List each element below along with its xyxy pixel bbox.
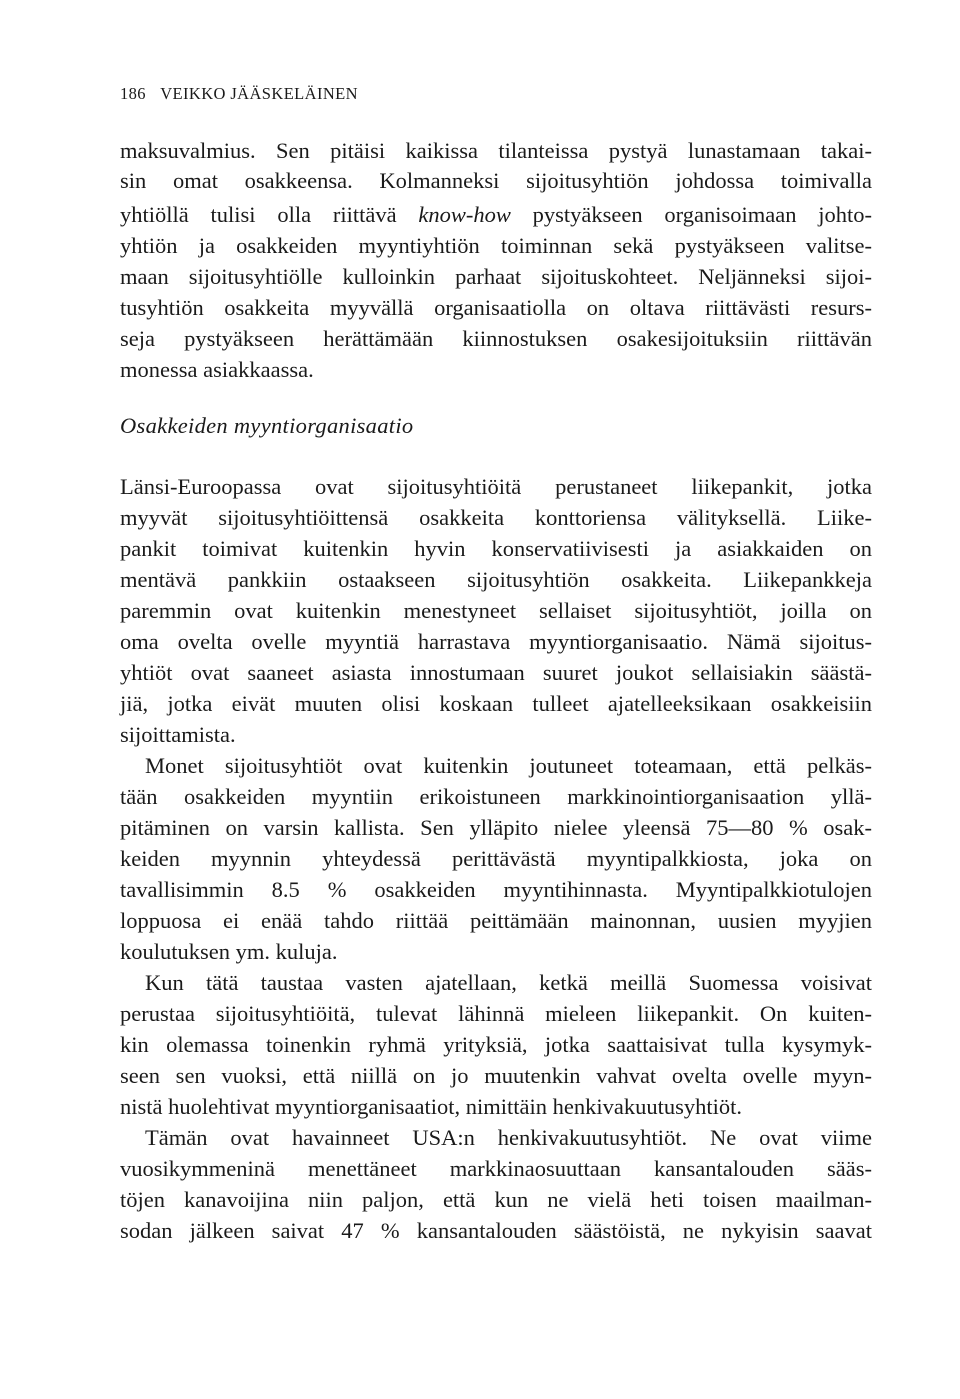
- text-line: maksuvalmius. Sen pitäisi kaikissa tilanteissa pystyä lunastamaan takai-: [120, 138, 872, 163]
- text-line: töjen kanavoijina niin paljon, että kun ne vielä heti toisen maailman-: [120, 1187, 872, 1212]
- text-line: oma ovelta ovelle myyntiä harrastava myyntiorganisaatio. Nämä sijoitus-: [120, 629, 872, 654]
- text-line: jiä, jotka eivät muuten olisi koskaan tulleet ajatelleeksikaan osakkeisiin: [120, 691, 872, 716]
- text-line: [120, 200, 872, 230]
- text-line: monessa asiakkaassa.: [120, 357, 314, 382]
- text-line: kin olemassa toinenkin ryhmä yrityksiä, jotka saattaisivat tulla kysymyk-: [120, 1032, 872, 1057]
- text-line: mentävä pankkiin ostaakseen sijoitusyhtiön osakkeita. Liikepankkeja: [120, 567, 872, 592]
- text-line: tavallisimmin 8.5 % osakkeiden myyntihinnasta. Myyntipalkkiotulojen: [120, 877, 872, 902]
- section-heading: Osakkeiden myyntiorganisaatio: [120, 413, 414, 438]
- text-line: keiden myynnin yhteydessä perittävästä myyntipalkkiosta, joka on: [120, 846, 872, 871]
- text-line: Länsi-Euroopassa ovat sijoitusyhtiöitä perustaneet liikepankit, jotka: [120, 474, 872, 499]
- text-line: Monet sijoitusyhtiöt ovat kuitenkin joutuneet toteamaan, että pelkäs-: [145, 753, 872, 778]
- text-line: maan sijoitusyhtiölle kulloinkin parhaat sijoituskohteet. Neljänneksi sijoi-: [120, 264, 872, 289]
- text-line: seja pystyäkseen herättämään kiinnostuksen osakesijoituksiin riittävän: [120, 326, 872, 351]
- text-line: Tämän ovat havainneet USA:n henkivakuutusyhtiöt. Ne ovat viime: [145, 1125, 872, 1150]
- page-header: [120, 84, 358, 104]
- italic-term: know-how: [418, 202, 511, 227]
- text-line: seen sen vuoksi, että niillä on jo muutenkin vahvat ovelta ovelle myyn-: [120, 1063, 872, 1088]
- text-line: sodan jälkeen saivat 47 % kansantalouden säästöistä, ne nykyisin saavat: [120, 1218, 872, 1243]
- text-segment: yhtiöllä tulisi olla riittävä: [120, 202, 419, 227]
- text-line: tään osakkeiden myyntiin erikoistuneen markkinointiorganisaation yllä-: [120, 784, 872, 809]
- text-line: perustaa sijoitusyhtiöitä, tulevat lähinnä mieleen liikepankit. On kuiten-: [120, 1001, 872, 1026]
- text-line: pankit toimivat kuitenkin hyvin konservatiivisesti ja asiakkaiden on: [120, 536, 872, 561]
- page-number: 186: [120, 84, 146, 103]
- text-line: myyvät sijoitusyhtiöittensä osakkeita konttoriensa välityksellä. Liike-: [120, 505, 872, 530]
- text-line: paremmin ovat kuitenkin menestyneet sellaiset sijoitusyhtiöt, joilla on: [120, 598, 872, 623]
- text-line: pitäminen on varsin kallista. Sen ylläpito nielee yleensä 75—80 % osak-: [120, 815, 872, 840]
- text-line: vuosikymmeninä menettäneet markkinaosuuttaan kansantalouden sääs-: [120, 1156, 872, 1181]
- text-line: tusyhtiön osakkeita myyvällä organisaatiolla on oltava riittävästi resurs-: [120, 295, 872, 320]
- text-line: loppuosa ei enää tahdo riittää peittämään mainonnan, uusien myyjien: [120, 908, 872, 933]
- text-line: yhtiöt ovat saaneet asiasta innostumaan suuret joukot sellaisiakin säästä-: [120, 660, 872, 685]
- text-line: sin omat osakkeensa. Kolmanneksi sijoitusyhtiön johdossa toimivalla: [120, 168, 872, 193]
- text-line: yhtiön ja osakkeiden myyntiyhtiön toiminnan sekä pystyäkseen valitse-: [120, 233, 872, 258]
- text-line: nistä huolehtivat myyntiorganisaatiot, nimittäin henkivakuutusyhtiöt.: [120, 1094, 743, 1119]
- text-line: Kun tätä taustaa vasten ajatellaan, ketkä meillä Suomessa voisivat: [145, 970, 872, 995]
- text-line: sijoittamista.: [120, 722, 236, 747]
- text-segment: pystyäkseen organisoimaan johto-: [510, 202, 872, 227]
- text-line: koulutuksen ym. kuluja.: [120, 939, 338, 964]
- running-title: VEIKKO JÄÄSKELÄINEN: [160, 84, 358, 103]
